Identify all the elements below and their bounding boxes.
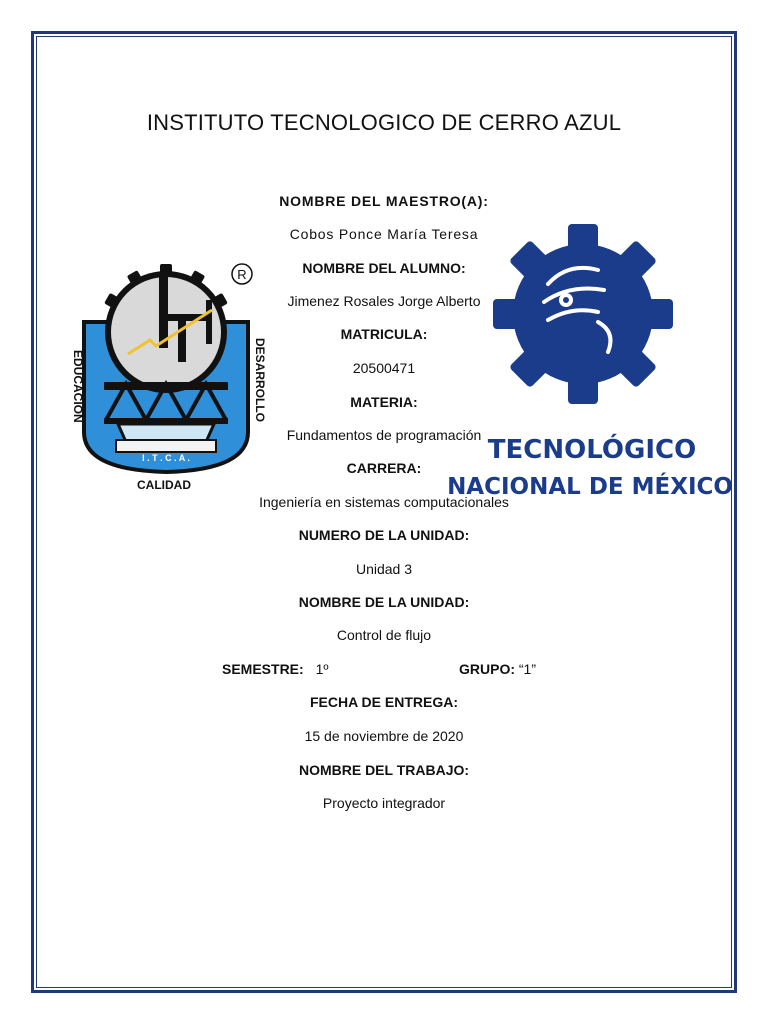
work-value: Proyecto integrador [322,795,446,811]
subject-value: Fundamentos de programación [286,427,482,443]
semester-field [222,661,328,677]
itca-educacion-text: EDUCACION [71,350,85,423]
tecnm-line1: TECNOLÓGICO [487,435,697,465]
id-value: 20500471 [352,360,416,376]
id-label: MATRICULA: [340,326,428,342]
group-label: GRUPO: [459,661,515,677]
tecnm-line2: NACIONAL DE MÉXICO [448,474,733,500]
unit-number-label: NUMERO DE LA UNIDAD: [298,527,470,543]
career-label: CARRERA: [346,460,422,476]
itca-desarrollo-text: DESARROLLO [253,338,266,422]
registered-mark: R [237,267,247,282]
unit-name-value: Control de flujo [336,627,432,643]
teacher-label: NOMBRE DEL MAESTRO(A): [279,193,489,209]
teacher-value: Cobos Ponce María Teresa [289,226,479,242]
subject-label: MATERIA: [350,394,418,410]
unit-name-label: NOMBRE DE LA UNIDAD: [298,594,470,610]
student-value: Jimenez Rosales Jorge Alberto [287,293,481,309]
itca-logo [66,262,266,497]
group-value: “1” [518,661,537,677]
work-label: NOMBRE DEL TRABAJO: [298,762,470,778]
due-date-value: 15 de noviembre de 2020 [304,728,464,744]
tecnm-logo [448,222,733,507]
semester-value: 1º [315,661,329,677]
itca-badge-text: I . T . C . A . [142,453,190,463]
semester-label: SEMESTRE: [222,661,304,677]
due-date-label: FECHA DE ENTREGA: [309,694,459,710]
itca-calidad-text: CALIDAD [137,478,191,492]
page-border-inner [36,36,732,988]
group-field [459,661,536,677]
document-title: INSTITUTO TECNOLOGICO DE CERRO AZUL [146,110,622,135]
unit-number-value: Unidad 3 [355,561,413,577]
student-label: NOMBRE DEL ALUMNO: [302,260,466,276]
career-value: Ingeniería en sistemas computacionales [259,494,509,510]
